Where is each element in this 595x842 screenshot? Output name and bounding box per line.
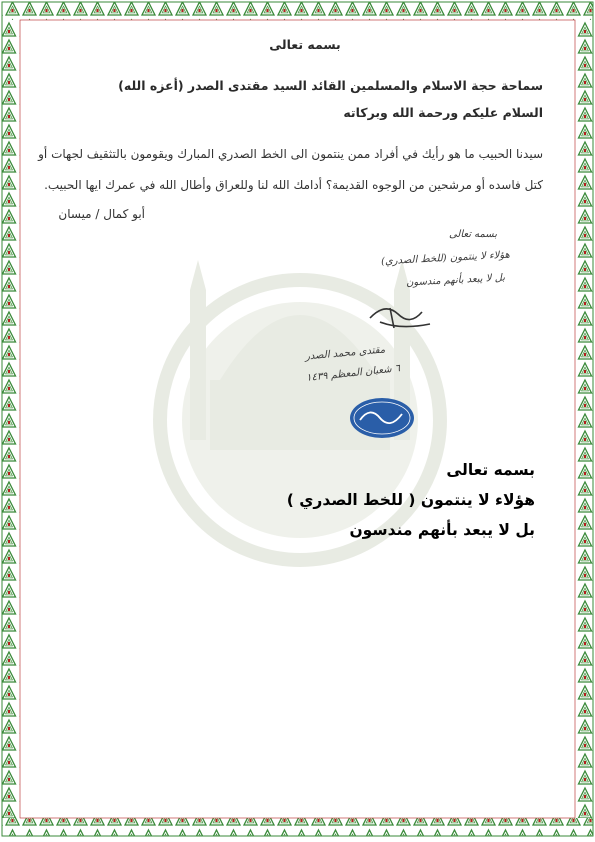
handwritten-name: مقتدى محمد الصدر bbox=[304, 344, 386, 363]
transcription-line-3: بل لا يبعد بأنهم مندسون bbox=[349, 521, 535, 539]
border-bottom bbox=[2, 818, 593, 836]
letter-greeting: السلام عليكم ورحمة الله وبركاته bbox=[343, 105, 543, 120]
border-right bbox=[575, 20, 593, 818]
border-left bbox=[2, 20, 20, 818]
handwritten-basmala: بسمه تعالى bbox=[448, 229, 497, 240]
letter-question-line-2: كتل فاسده أو مرشحين من الوجوه القديمة؟ أدامك الله لنا وللعراق وأطال الله في عمرك ايها الحبيب. bbox=[44, 178, 543, 192]
handwritten-date: ٦ شعبان المعظم ١٤٣٩ bbox=[305, 363, 401, 384]
letter-basmala: بسمه تعالى bbox=[269, 37, 341, 52]
handwritten-line-2: هؤلاء لا ينتمون (للخط الصدري) bbox=[380, 249, 511, 268]
transcription-line-1: بسمه تعالى bbox=[446, 461, 535, 479]
handwritten-signature bbox=[360, 300, 440, 340]
handwritten-line-3: بل لا يبعد بأنهم مندسون bbox=[405, 272, 506, 289]
letter-signature: أبو كمال / ميسان bbox=[58, 207, 145, 221]
official-seal bbox=[348, 396, 416, 440]
transcription-line-2: هؤلاء لا ينتمون ( للخط الصدري ) bbox=[286, 491, 535, 509]
border-top bbox=[2, 2, 593, 20]
letter-question-line-1: سيدنا الحبيب ما هو رأيك في أفراد ممن ينتمون الى الخط الصدري المبارك ويقومون بالتثقيف لجهات أو bbox=[38, 147, 543, 161]
letter-addressee: سماحة حجة الاسلام والمسلمين القائد السيد مقتدى الصدر (أعزه الله) bbox=[118, 78, 543, 93]
